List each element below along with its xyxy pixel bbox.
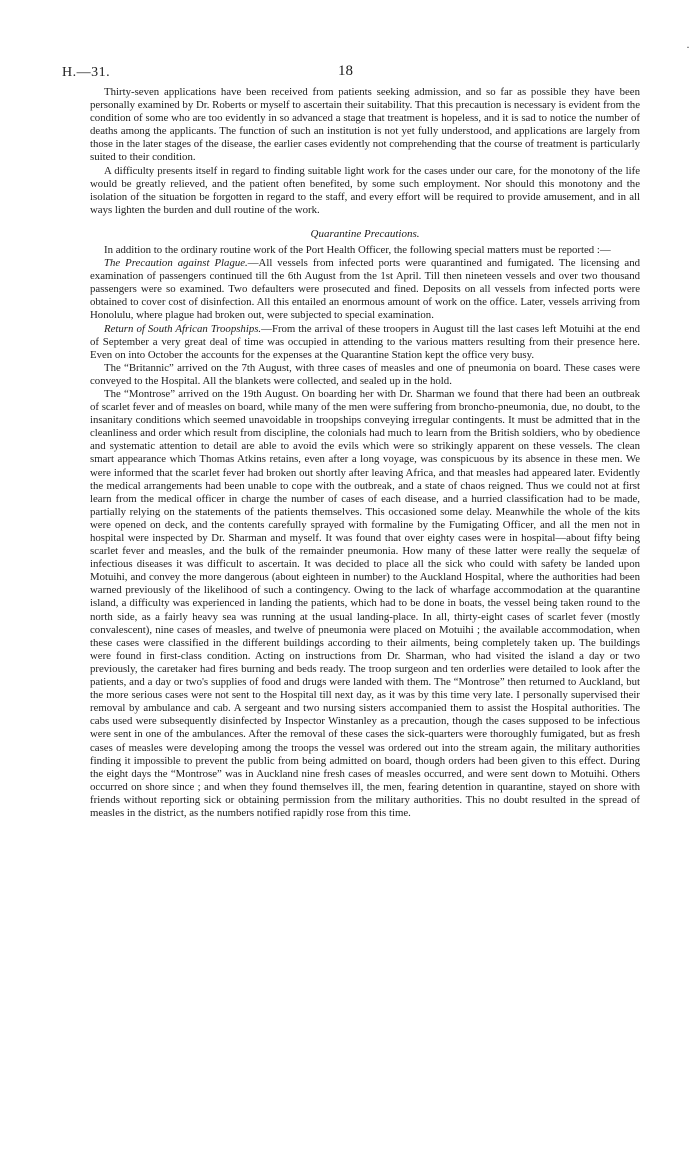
page-number: 18 bbox=[338, 63, 353, 79]
montrose-paragraph: The “Montrose” arrived on the 19th August. On boarding her with Dr. Sharman we found that there had been an outbreak of scarlet fever and of measles on board, while many of the men were suffering from broncho-pneumonia, due, no doubt, to the insanitary conditions which seemed unavoidable in troopships conveying irregular contingents. It must be admitted that in the cleanliness and order which result from discipline, the colonials had much to learn from the British soldiers, who by obedience and systematic attention to detail are able to avoid the evils which were so strikingly apparent on these vessels. The clean smart appearance which Thomas Atkins retains, even after a long voyage, was conspicuous by its absence in these men. We were informed that the scarlet fever had broken out shortly after leaving Africa, and that measles had appeared later. Evidently the medical arrangements had been unable to cope with the outbreak, and a state of chaos reigned. Thus we could not at first learn from the medical officer in charge the number of cases of each disease, and a hurried classification had to be made, partially relying on the statements of the patients themselves. This occasioned some delay. Meanwhile the whole of the kits were opened on deck, and the contents carefully sprayed with formaline by the Fumigating Officer, and all the men not in hospital were inspected by Dr. Sharman and myself. It was found that over eighty cases were in hospital—about fifty being scarlet fever and measles, and the bulk of the remainder pneumonia. How many of these latter were really the sequelæ of infectious diseases it was difficult to ascertain. It was decided to place all the sick who could with safety be landed upon Motuihi, and convey the more dangerous (about eighteen in number) to the Auckland Hospital, where the authorities had been warned previously of the likelihood of such a contingency. Owing to the lack of wharfage accommodation at the quarantine island, a difficulty was experienced in landing the patients, which had to be done in boats, the vessel being taken round to the north side, as a fairly heavy sea was running at the usual landing-place. In all, thirty-eight cases of scarlet fever (mostly convalescent), nine cases of measles, and twelve of pneumonia were placed on Motuihi ; the available accommodation, when these cases were classified in the different buildings according to their ailments, being completely taken up. The buildings were found in first-class condition. Acting on instructions from Dr. Sharman, who had visited the island a day or two previously, the caretaker had fires burning and beds ready. The troop surgeon and ten orderlies were detailed to look after the patients, and a day or two's supplies of food and drugs were landed with them. The “Montrose” then returned to Auckland, but the more serious cases were not sent to the Hospital till next day, as it was by this time very late. I personally supervised their removal by ambulance and cab. A sergeant and two nursing sisters accompanied them to assist the Hospital authorities. The cabs used were subsequently disinfected by Inspector Winstanley as a precaution, though the cases supposed to be infectious were sent in one of the ambulances. After the removal of these cases the sick-quarters were thoroughly fumigated, but as fresh cases of measles were developing among the troops the vessel was ordered out into the stream again, the military authorities finding it impossible to prevent the public from being admitted on board, though orders had been given to this effect. During the eight days the “Montrose” was in Auckland nine fresh cases of measles occurred, and were sent down to Motuihi. Others occurred on shore since ; and when they found themselves ill, the men, fearing detention in quarantine, stayed on shore with friends without reporting sick or obtaining permission from the military authorities. This no doubt resulted in the spread of measles in the district, as the numbers notified rapidly rose from this time. bbox=[90, 387, 640, 819]
troopships-paragraph bbox=[90, 323, 640, 362]
margin-mark: · bbox=[686, 40, 690, 54]
troopships-title: Return of South African Troopships. bbox=[104, 322, 262, 335]
intro-paragraph-applications: Thirty-seven applications have been received from patients seeking admission, and so far as possible they have been personally examined by Dr. Roberts or myself to ascertain their suitability. That this precaution is necessary is evident from the condition of some who are too evidently in so advanced a stage that treatment is hopeless, and it is sad to notice the number of deaths among the applicants. The function of such an institution is not yet fully understood, and applications are largely from those in the later stages of the disease, the earlier cases evidently not comprehending that the course of treatment is particularly suited to their condition. bbox=[90, 86, 640, 164]
document-reference: H.—31. bbox=[62, 65, 111, 80]
plague-paragraph bbox=[90, 257, 640, 322]
britannic-paragraph: The “Britannic” arrived on the 7th August, with three cases of measles and one of pneumonia on board. These cases were conveyed to the Hospital. All the blankets were collected, and sealed up in the hold. bbox=[90, 361, 640, 387]
document-body bbox=[90, 86, 640, 820]
quarantine-intro-paragraph: In addition to the ordinary routine work of the Port Health Officer, the following special matters must be reported :— bbox=[104, 243, 611, 256]
plague-body: —All vessels from infected ports were quarantined and fumigated. The licensing and examination of passengers continued till the 6th August from the 1st April. Till then nineteen vessels and over two thousand passengers were so examined. Two defaulters were prosecuted and fined. Deposits on all vessels from infected ports were obtained to cover cost of disinfection. All this entailed an enormous amount of work on the office. Later, vessels arriving from Honolulu, where plague had broken out, were subjected to special examination. bbox=[90, 257, 640, 322]
troopships-body: —From the arrival of these troopers in August till the last cases left Motuihi at the end of September a very great deal of time was occupied in attending to the various matters resulting from their presence here. Even on into October the accounts for the expenses at the Quarantine Station kept the office very busy. bbox=[90, 322, 641, 361]
intro-paragraph-difficulty: A difficulty presents itself in regard to finding suitable light work for the cases under our care, for the monotony of the life would be greatly relieved, and the patient often benefited, by some such employment. Nor should this monotony and the isolation of the situation be forgotten in regard to the staff, and every effort will be required to provide amusement, and in all ways lighten the burden and dull routine of the work. bbox=[90, 164, 640, 216]
section-heading-quarantine: Quarantine Precautions. bbox=[310, 227, 420, 240]
plague-title: The Precaution against Plague. bbox=[104, 257, 248, 270]
